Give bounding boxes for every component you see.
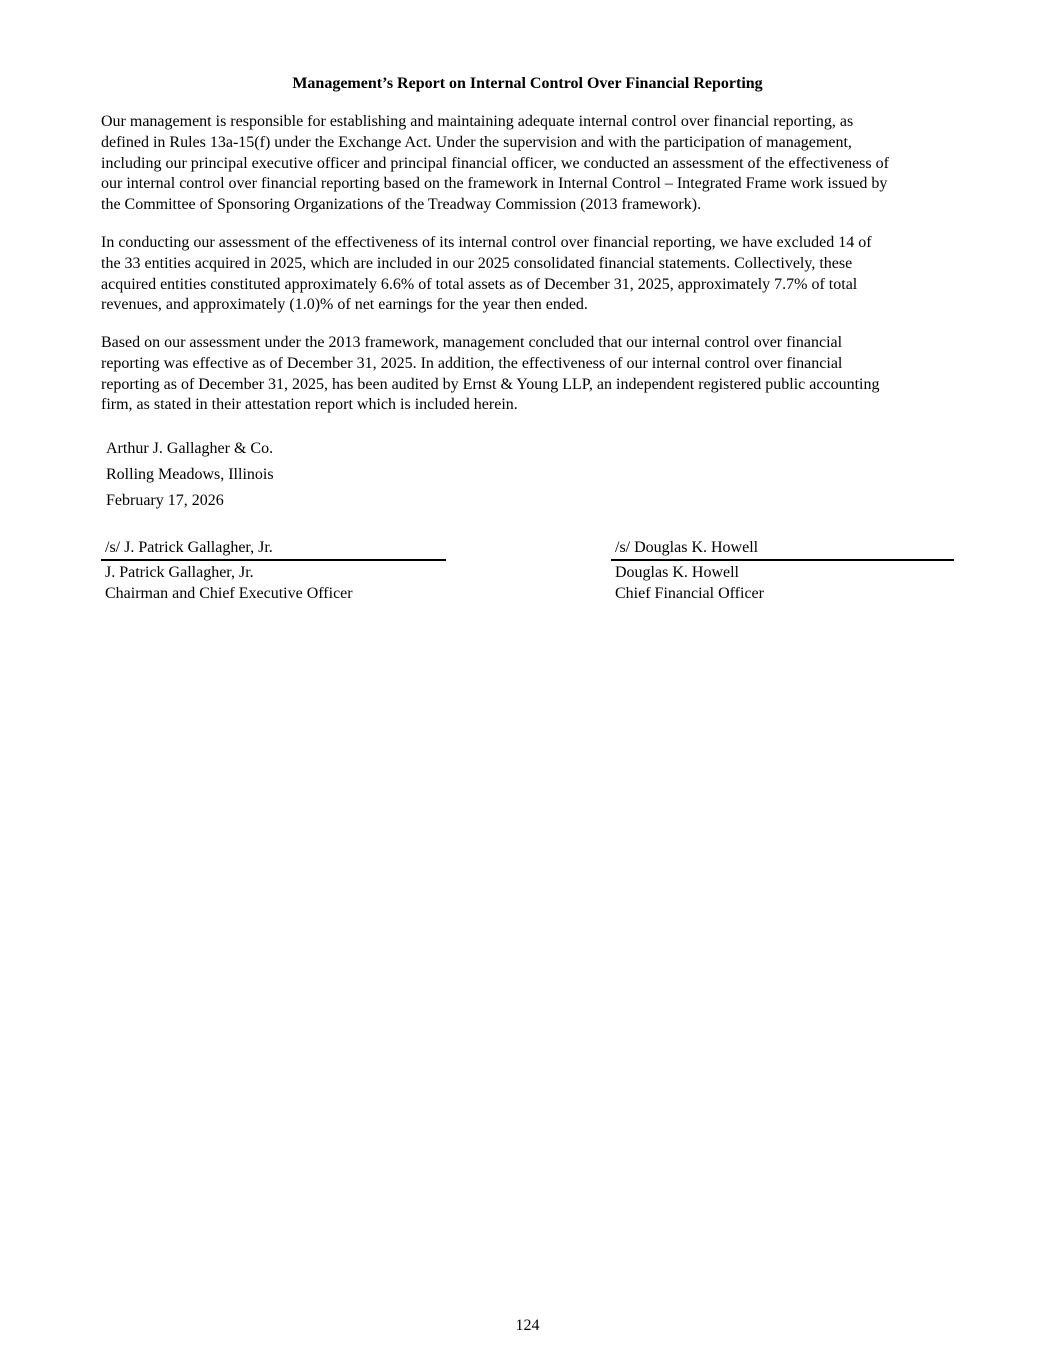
company-location: Rolling Meadows, Illinois xyxy=(106,466,274,483)
signature-block-ceo xyxy=(101,538,446,604)
signatory-title: Chief Financial Officer xyxy=(615,584,764,602)
signature-line: /s/ J. Patrick Gallagher, Jr. xyxy=(101,538,446,561)
paragraph-responsibility: Our management is responsible for establishing and maintaining adequate internal control over financial reporting, as defined in Rules 13a-15(f) under the Exchange Act. Under the supervision and with the participation of management, including our principal executive officer and principal financial officer, we conducted an assessment of the effectiveness of our internal control over financial reporting based on the framework in Internal Control – Integrated Frame work issued by the Committee of Sponsoring Organizations of the Treadway Commission (2013 framework). xyxy=(101,113,889,214)
report-date: February 17, 2026 xyxy=(106,492,224,509)
page-number: 124 xyxy=(515,1317,540,1334)
signatory-name: Douglas K. Howell xyxy=(615,564,739,581)
report-title: Management’s Report on Internal Control Over Financial Reporting xyxy=(292,75,763,92)
company-name: Arthur J. Gallagher & Co. xyxy=(106,440,274,457)
paragraph-conclusion: Based on our assessment under the 2013 framework, management concluded that our internal control over financial reporting was effective as of December 31, 2025. In addition, the effectiveness of our internal control over financial reporting as of December 31, 2025, has been audited by Ernst & Young LLP, an independent registered public accounting firm, as stated in their attestation report which is included herein. xyxy=(101,334,880,414)
signature-line: /s/ Douglas K. Howell xyxy=(611,538,954,561)
signatory-title: Chairman and Chief Executive Officer xyxy=(105,584,353,602)
signatory-name: J. Patrick Gallagher, Jr. xyxy=(105,564,254,581)
signature-block-cfo xyxy=(611,538,954,604)
paragraph-exclusions: In conducting our assessment of the effectiveness of its internal control over financial reporting, we have excluded 14 of the 33 entities acquired in 2025, which are included in our 2025 consolidated financial statements. Collectively, these acquired entities constituted approximately 6.6% of total assets as of December 31, 2025, approximately 7.7% of total revenues, and approximately (1.0)% of net earnings for the year then ended. xyxy=(101,234,872,314)
